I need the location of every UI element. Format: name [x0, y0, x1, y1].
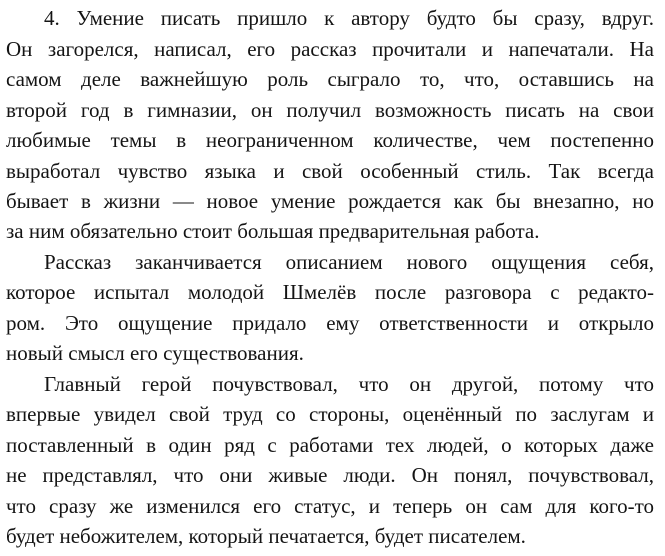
paragraph-1-line-5: любимые темы в неограниченном количестве, чем постепенно [6, 128, 654, 152]
paragraph-3-line-1: Главный герой почувствовал, что он другой, потому что [44, 372, 654, 396]
paragraph-3-line-2: впервые увидел свой труд со стороны, оценённый по заслугам и [6, 402, 654, 426]
paragraph-2-line-1: Рассказ заканчивается описанием нового ощущения себя, [44, 250, 654, 274]
paragraph-1-line-3: самом деле важнейшую роль сыграло то, что, оставшись на [6, 67, 654, 91]
paragraph-3-line-3: поставленный в один ряд с работами тех людей, о которых даже [6, 433, 654, 457]
paragraph-2-line-4: новый смысл его существования. [6, 341, 304, 365]
paragraph-2-line-2: которое испытал молодой Шмелёв после разговора с редакто- [6, 280, 654, 304]
paragraph-2-line-3: ром. Это ощущение придало ему ответственности и открыло [6, 311, 654, 335]
paragraph-1-line-1: 4. Умение писать пришло к автору будто бы сразу, вдруг. [44, 6, 654, 30]
paragraph-3-line-5: что сразу же изменился его статус, и теперь он сам для кого-то [6, 494, 654, 518]
paragraph-1-line-4: второй год в гимназии, он получил возможность писать на свои [6, 98, 654, 122]
paragraph-3-line-6: будет небожителем, который печатается, будет писателем. [6, 524, 526, 548]
paragraph-1-line-2: Он загорелся, написал, его рассказ прочитали и напечатали. На [6, 37, 654, 61]
paragraph-1-line-8: за ним обязательно стоит большая предварительная работа. [6, 219, 540, 243]
paragraph-3-line-4: не представлял, что они живые люди. Он понял, почувствовал, [6, 463, 654, 487]
paragraph-1-line-7: бывает в жизни — новое умение рождается как бы внезапно, но [6, 189, 654, 213]
paragraph-1-line-6: выработал чувство языка и свой особенный стиль. Так всегда [6, 159, 654, 183]
